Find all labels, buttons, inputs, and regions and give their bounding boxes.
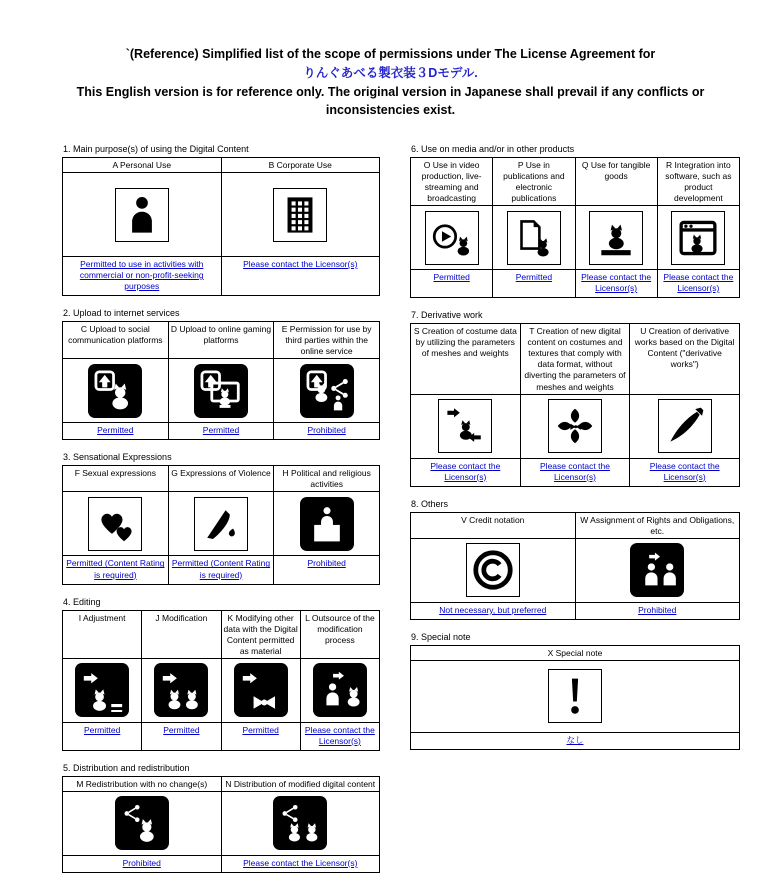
result-text: Prohibited — [63, 855, 222, 872]
cell-header: J Modification — [142, 610, 221, 658]
cell-header: M Redistribution with no change(s) — [63, 776, 222, 791]
icon-cell — [63, 791, 222, 855]
icon-cell — [575, 206, 657, 270]
result-text: Prohibited — [575, 602, 740, 619]
section-6 — [410, 144, 740, 298]
result-text: Permitted (Content Rating is required) — [63, 556, 169, 584]
icon-cell — [575, 538, 740, 602]
permission-table — [62, 776, 380, 873]
title-line-2-japanese: りんぐあべる製衣装３Dモデル. — [303, 65, 478, 80]
icon-cell — [221, 791, 380, 855]
section-8 — [410, 499, 740, 620]
section-title: 8. Others — [411, 498, 449, 509]
software-integration-icon — [671, 211, 725, 265]
icon-cell — [221, 173, 380, 257]
permission-table — [410, 157, 740, 298]
permission-table — [62, 321, 380, 440]
icon-cell — [142, 658, 221, 722]
table-columns — [0, 144, 781, 885]
section-5 — [62, 763, 380, 873]
result-text: Please contact the Licensor(s) — [221, 855, 380, 872]
result-text: Please contact the Licensor(s) — [575, 270, 657, 298]
costume-data-icon — [438, 399, 492, 453]
cell-header: L Outsource of the modification process — [300, 610, 379, 658]
cell-header: G Expressions of Violence — [168, 466, 274, 492]
result-text: Permitted — [493, 270, 575, 298]
cell-header: S Creation of costume data by utilizing the parameters of meshes and weights — [411, 324, 521, 394]
icon-cell — [221, 658, 300, 722]
video-production-icon — [425, 211, 479, 265]
icon-cell — [63, 173, 222, 257]
document-title-block — [46, 0, 736, 120]
section-9 — [410, 632, 740, 750]
section-1 — [62, 144, 380, 296]
section-title: 6. Use on media and/or in other products — [411, 144, 575, 154]
redistribution-icon — [115, 796, 169, 850]
permission-table — [410, 645, 740, 750]
cell-header: H Political and religious activities — [274, 466, 380, 492]
section-title: 1. Main purpose(s) of using the Digital Content — [63, 144, 249, 154]
cell-header: A Personal Use — [63, 158, 222, 173]
political-religious-icon — [300, 497, 354, 551]
result-text: Not necessary, but preferred — [411, 602, 576, 619]
cell-header: O Use in video production, live-streaming and broadcasting — [411, 158, 493, 206]
title-line-3-disclaimer: This English version is for reference only. The original version in Japanese shall prevail if any conflicts or inconsistencies exist. — [76, 84, 705, 118]
cell-header: E Permission for use by third parties within the online service — [274, 322, 380, 359]
cell-header: U Creation of derivative works based on the Digital Content ("derivative works") — [630, 324, 740, 394]
icon-cell — [411, 206, 493, 270]
result-text: Permitted — [168, 423, 274, 440]
publications-icon — [507, 211, 561, 265]
section-title: 7. Derivative work — [411, 310, 483, 321]
icon-cell — [168, 359, 274, 423]
result-text: Please contact the Licensor(s) — [221, 257, 380, 296]
cell-header: R Integration into software, such as product development — [657, 158, 739, 206]
cell-header: W Assignment of Rights and Obligations, etc. — [575, 512, 740, 538]
result-text: Permitted to use in activities with commercial or non-profit-seeking purposes — [63, 257, 222, 296]
result-text: Permitted — [411, 270, 493, 298]
section-2 — [62, 308, 380, 440]
rights-assignment-icon — [630, 543, 684, 597]
permission-table — [410, 512, 740, 620]
violence-icon — [194, 497, 248, 551]
modify-material-icon — [234, 663, 288, 717]
result-text: Permitted — [142, 722, 221, 750]
result-text: なし — [411, 732, 740, 749]
upload-social-icon — [88, 364, 142, 418]
result-text: Permitted — [63, 722, 142, 750]
icon-cell — [411, 394, 521, 458]
cell-header: I Adjustment — [63, 610, 142, 658]
tangible-goods-icon — [589, 211, 643, 265]
new-content-icon — [548, 399, 602, 453]
copyright-icon — [466, 543, 520, 597]
outsource-icon — [313, 663, 367, 717]
permission-table — [410, 323, 740, 486]
result-text: Please contact the Licensor(s) — [520, 458, 630, 486]
section-title: 2. Upload to internet services — [63, 308, 180, 319]
icon-cell — [493, 206, 575, 270]
result-text: Please contact the Licensor(s) — [630, 458, 740, 486]
cell-header: V Credit notation — [411, 512, 576, 538]
result-text: Please contact the Licensor(s) — [657, 270, 739, 298]
icon-cell — [63, 492, 169, 556]
upload-gaming-icon — [194, 364, 248, 418]
icon-cell — [630, 394, 740, 458]
result-text: Please contact the Licensor(s) — [300, 722, 379, 750]
permission-table — [62, 157, 380, 296]
title-line-1: `(Reference) Simplified list of the scope of permissions under The License Agreement for — [125, 47, 656, 61]
icon-cell — [274, 359, 380, 423]
modification-icon — [154, 663, 208, 717]
cell-header: P Use in publications and electronic publications — [493, 158, 575, 206]
cell-header: N Distribution of modified digital content — [221, 776, 380, 791]
cell-header: F Sexual expressions — [63, 466, 169, 492]
derivative-works-icon — [658, 399, 712, 453]
adjustment-icon — [75, 663, 129, 717]
cell-header: K Modifying other data with the Digital Content permitted as material — [221, 610, 300, 658]
section-title: 3. Sensational Expressions — [63, 452, 172, 463]
cell-header: T Creation of new digital content on costumes and textures that comply with data format, without diverting the parameters of meshes and weights — [520, 324, 630, 394]
third-party-use-icon — [300, 364, 354, 418]
special-note-icon — [548, 669, 602, 723]
cell-header: D Upload to online gaming platforms — [168, 322, 274, 359]
icon-cell — [274, 492, 380, 556]
result-text: Prohibited — [274, 556, 380, 584]
right-column — [410, 144, 740, 762]
section-title: 9. Special note — [411, 631, 471, 642]
icon-cell — [520, 394, 630, 458]
left-column — [62, 144, 380, 885]
cell-header: B Corporate Use — [221, 158, 380, 173]
icon-cell — [411, 538, 576, 602]
cell-header: C Upload to social communication platforms — [63, 322, 169, 359]
icon-cell — [657, 206, 739, 270]
section-title: 4. Editing — [63, 596, 101, 607]
section-4 — [62, 597, 380, 751]
section-3 — [62, 452, 380, 584]
icon-cell — [63, 658, 142, 722]
section-title: 5. Distribution and redistribution — [63, 762, 190, 773]
person-icon — [115, 188, 169, 242]
permission-table — [62, 610, 380, 751]
section-7 — [410, 310, 740, 486]
cell-header: Q Use for tangible goods — [575, 158, 657, 206]
result-text: Prohibited — [274, 423, 380, 440]
result-text: Permitted — [221, 722, 300, 750]
icon-cell — [168, 492, 274, 556]
permission-table — [62, 465, 380, 584]
sexual-expressions-icon — [88, 497, 142, 551]
modified-distribution-icon — [273, 796, 327, 850]
result-text: Permitted — [63, 423, 169, 440]
result-text: Please contact the Licensor(s) — [411, 458, 521, 486]
icon-cell — [63, 359, 169, 423]
building-icon — [273, 188, 327, 242]
icon-cell — [411, 660, 740, 732]
cell-header: X Special note — [411, 645, 740, 660]
icon-cell — [300, 658, 379, 722]
result-text: Permitted (Content Rating is required) — [168, 556, 274, 584]
